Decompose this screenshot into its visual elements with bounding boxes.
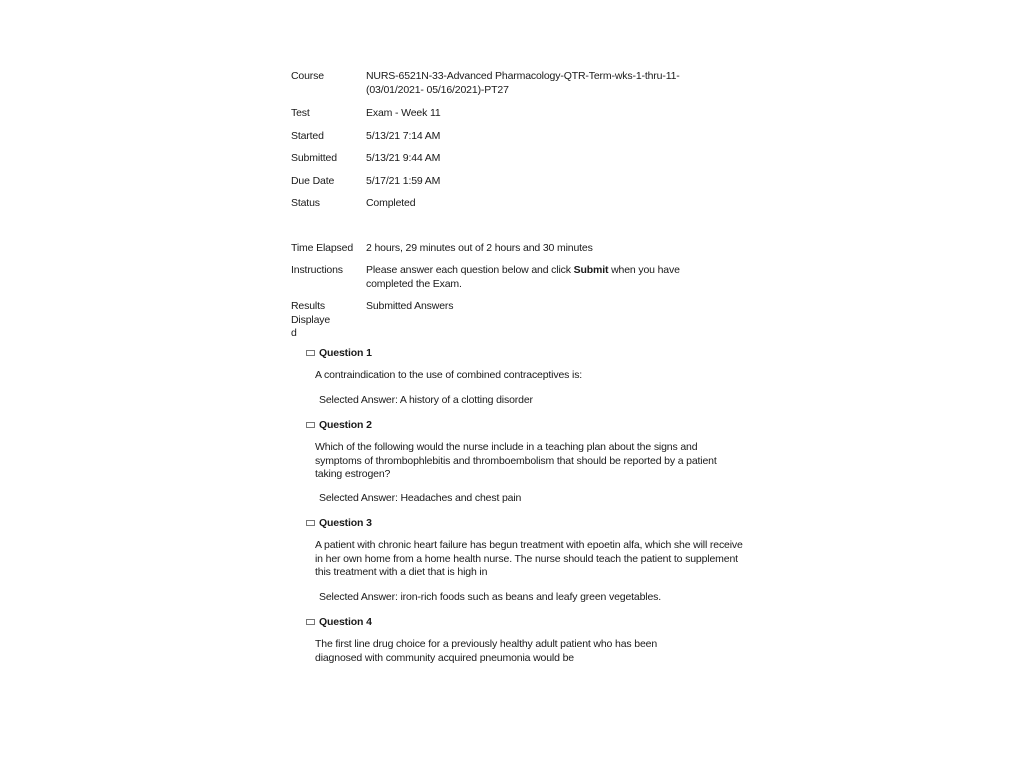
instructions-text-pre: Please answer each question below and click (366, 264, 574, 276)
question-text: Which of the following would the nurse include in a teaching plan about the signs and symptoms of thrombophlebitis and thromboembolism that should be reported by a patient taking estrogen? (315, 441, 717, 480)
question-title: Question 4 (319, 616, 372, 628)
time-elapsed-label: Time Elapsed (291, 241, 354, 254)
due-date-value: 5/17/21 1:59 AM (366, 174, 441, 187)
collapse-toggle-icon[interactable] (306, 350, 315, 356)
results-value: Submitted Answers (366, 300, 454, 312)
course-label: Course (291, 70, 324, 82)
collapse-toggle-icon[interactable] (306, 422, 315, 428)
selected-answer: Selected Answer: A history of a clotting disorder (319, 394, 533, 406)
started-row (291, 130, 751, 144)
test-row (291, 107, 751, 121)
question-header[interactable] (306, 517, 372, 529)
selected-answer: Selected Answer: Headaches and chest pain (319, 492, 522, 504)
question-header[interactable] (306, 616, 372, 628)
submitted-label: Submitted (291, 152, 337, 164)
status-row (291, 197, 751, 211)
status-label: Status (291, 197, 320, 209)
test-info-table (291, 70, 751, 341)
question-title: Question 3 (319, 517, 372, 529)
submitted-value: 5/13/21 9:44 AM (366, 152, 441, 164)
results-label: Results Displayed (291, 300, 331, 339)
due-date-label: Due Date (291, 174, 335, 187)
course-row (291, 70, 751, 97)
instructions-label: Instructions (291, 264, 343, 276)
started-label: Started (291, 129, 324, 142)
status-value: Completed (366, 197, 416, 209)
time-elapsed-row (291, 242, 751, 256)
collapse-toggle-icon[interactable] (306, 520, 315, 526)
instructions-row (291, 264, 751, 291)
started-value: 5/13/21 7:14 AM (366, 129, 441, 142)
test-label: Test (291, 107, 310, 119)
question-text: A patient with chronic heart failure has begun treatment with epoetin alfa, which she will receive in her own home from a home health nurse. The nurse should teach the patient to supplement this treatment with a diet that is high in (315, 539, 743, 578)
question-header[interactable] (306, 347, 372, 359)
selected-answer: Selected Answer: iron-rich foods such as beans and leafy green vegetables. (319, 591, 662, 603)
question-header[interactable] (306, 419, 372, 431)
course-value: NURS-6521N-33-Advanced Pharmacology-QTR-Term-wks-1-thru-11-(03/01/2021- 05/16/2021)-PT27 (366, 70, 680, 96)
instructions-value (366, 264, 696, 291)
instructions-submit-emphasis: Submit (573, 264, 609, 276)
submitted-row (291, 152, 751, 166)
question-text: A contraindication to the use of combined contraceptives is: (315, 369, 583, 381)
time-elapsed-value: 2 hours, 29 minutes out of 2 hours and 30 minutes (366, 241, 593, 254)
test-value: Exam - Week 11 (366, 107, 441, 119)
question-title: Question 1 (319, 347, 372, 359)
due-date-row (291, 175, 751, 189)
results-row (291, 300, 751, 341)
question-title: Question 2 (319, 419, 372, 431)
instructions-text-post: when you have completed the Exam. (366, 264, 680, 290)
collapse-toggle-icon[interactable] (306, 619, 315, 625)
question-text: The first line drug choice for a previously healthy adult patient who has been diagnosed with community acquired pneumonia would be (315, 638, 658, 664)
